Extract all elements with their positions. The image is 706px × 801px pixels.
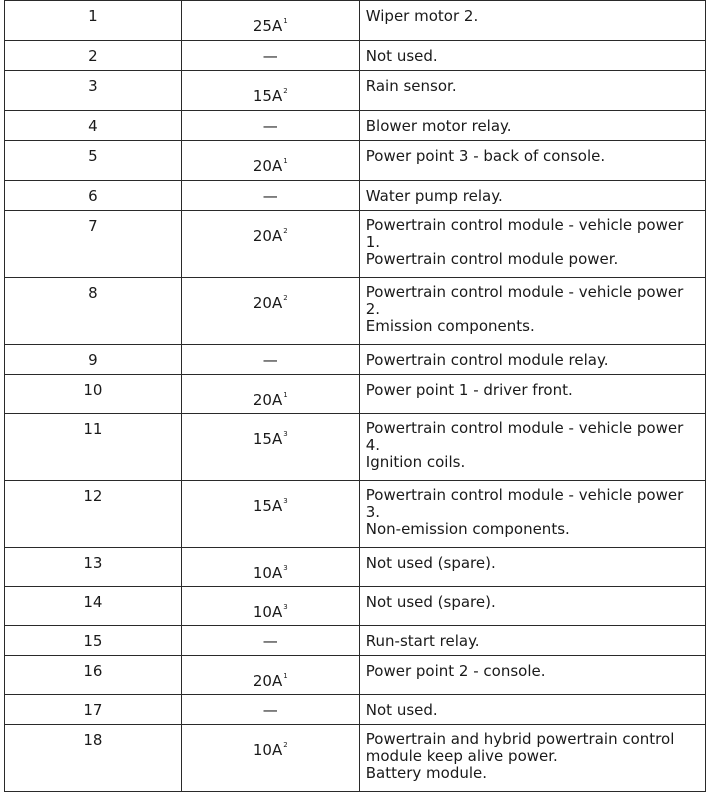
fuse-description: Not used (spare).	[365, 554, 496, 572]
fuse-description: Power point 2 - console.	[365, 662, 546, 680]
fuse-rating-value: 15A	[252, 430, 283, 448]
fuse-rating	[182, 345, 359, 369]
fuse-number: 7	[88, 217, 98, 235]
fuse-description-cell	[359, 41, 705, 71]
fuse-description-cell	[359, 278, 705, 345]
fuse-footnote-marker: 3	[283, 603, 288, 611]
fuse-rating-value: 10A	[252, 603, 283, 621]
fuse-rating	[182, 111, 359, 135]
fuse-rating-cell	[181, 656, 359, 695]
fuse-rating-value: 20A	[252, 672, 283, 690]
fuse-rating-value: 15A	[252, 497, 283, 515]
fuse-number: 4	[88, 117, 98, 135]
fuse-row	[5, 278, 706, 345]
fuse-number-cell	[5, 111, 182, 141]
fuse-description-cell	[359, 141, 705, 181]
fuse-footnote-marker: 2	[283, 741, 288, 749]
fuse-row	[5, 414, 706, 481]
fuse-description-cell	[359, 375, 705, 414]
fuse-rating	[182, 587, 359, 621]
fuse-rating	[182, 548, 359, 582]
fuse-row	[5, 548, 706, 587]
fuse-rating	[182, 278, 359, 312]
fuse-rating-value: 20A	[252, 294, 283, 312]
fuse-rating	[182, 481, 359, 515]
fuse-rating-value: 15A	[252, 87, 283, 105]
fuse-number-cell	[5, 181, 182, 211]
fuse-description: Power point 1 - driver front.	[365, 381, 573, 399]
fuse-rating-value: 20A	[252, 391, 283, 409]
fuse-description-cell	[359, 626, 705, 656]
fuse-number: 15	[83, 632, 103, 650]
fuse-row	[5, 181, 706, 211]
fuse-description-cell	[359, 414, 705, 481]
fuse-description: Blower motor relay.	[365, 117, 512, 135]
fuse-rating-cell	[181, 548, 359, 587]
fuse-description: Powertrain control module - vehicle power 1. Powertrain control module power.	[365, 216, 684, 268]
fuse-row	[5, 141, 706, 181]
fuse-description: Wiper motor 2.	[365, 7, 479, 25]
fuse-rating	[182, 41, 359, 65]
fuse-rating	[182, 71, 359, 105]
fuse-rating-value: 25A	[252, 17, 283, 35]
fuse-rating-cell	[181, 111, 359, 141]
fuse-row	[5, 695, 706, 725]
fuse-description: Rain sensor.	[365, 77, 457, 95]
fuse-description: Not used (spare).	[365, 593, 496, 611]
fuse-description: Powertrain control module relay.	[365, 351, 609, 369]
fuse-row	[5, 111, 706, 141]
fuse-description: Water pump relay.	[365, 187, 503, 205]
fuse-rating-cell	[181, 626, 359, 656]
fuse-rating-value: —	[262, 701, 278, 719]
fuse-number: 11	[83, 420, 103, 438]
fuse-description: Powertrain and hybrid powertrain control module keep alive power. Battery module.	[365, 730, 675, 782]
fuse-description: Powertrain control module - vehicle power 4. Ignition coils.	[365, 419, 684, 471]
fuse-description-cell	[359, 1, 705, 41]
fuse-rating-value: 20A	[252, 227, 283, 245]
fuse-description-cell	[359, 725, 705, 792]
fuse-number-cell	[5, 414, 182, 481]
fuse-number-cell	[5, 626, 182, 656]
fuse-rating-cell	[181, 1, 359, 41]
fuse-rating-cell	[181, 481, 359, 548]
fuse-rating-cell	[181, 414, 359, 481]
fuse-number: 14	[83, 593, 103, 611]
fuse-rating-value: —	[262, 187, 278, 205]
fuse-footnote-marker: 2	[283, 227, 288, 235]
fuse-description: Not used.	[365, 47, 438, 65]
fuse-number-cell	[5, 41, 182, 71]
fuse-description: Powertrain control module - vehicle power 2. Emission components.	[365, 283, 684, 335]
fuse-number: 13	[83, 554, 103, 572]
fuse-rating-cell	[181, 375, 359, 414]
fuse-footnote-marker: 1	[283, 17, 288, 25]
fuse-number: 8	[88, 284, 98, 302]
fuse-table	[4, 0, 706, 792]
fuse-rating	[182, 656, 359, 690]
fuse-number-cell	[5, 656, 182, 695]
fuse-row	[5, 481, 706, 548]
fuse-number: 3	[88, 77, 98, 95]
fuse-row	[5, 587, 706, 626]
fuse-number-cell	[5, 725, 182, 792]
fuse-number: 18	[83, 731, 103, 749]
fuse-number: 6	[88, 187, 98, 205]
fuse-description-cell	[359, 211, 705, 278]
fuse-description-cell	[359, 656, 705, 695]
fuse-number: 17	[83, 701, 103, 719]
fuse-row	[5, 345, 706, 375]
fuse-rating-cell	[181, 211, 359, 278]
fuse-rating-cell	[181, 278, 359, 345]
fuse-number: 9	[88, 351, 98, 369]
fuse-number-cell	[5, 587, 182, 626]
fuse-rating-cell	[181, 71, 359, 111]
fuse-row	[5, 1, 706, 41]
fuse-rating-value: —	[262, 47, 278, 65]
fuse-rating-value: —	[262, 351, 278, 369]
fuse-rating-value: 10A	[252, 741, 283, 759]
fuse-description: Not used.	[365, 701, 438, 719]
fuse-row	[5, 41, 706, 71]
fuse-description: Run-start relay.	[365, 632, 480, 650]
fuse-description: Powertrain control module - vehicle power 3. Non-emission components.	[365, 486, 684, 538]
fuse-row	[5, 656, 706, 695]
fuse-row	[5, 71, 706, 111]
fuse-rating	[182, 1, 359, 35]
fuse-row	[5, 626, 706, 656]
fuse-rating	[182, 141, 359, 175]
fuse-description-cell	[359, 481, 705, 548]
fuse-rating	[182, 695, 359, 719]
fuse-number: 12	[83, 487, 103, 505]
fuse-row	[5, 211, 706, 278]
fuse-number-cell	[5, 345, 182, 375]
fuse-rating	[182, 414, 359, 448]
fuse-rating-cell	[181, 345, 359, 375]
fuse-number-cell	[5, 141, 182, 181]
fuse-rating-cell	[181, 695, 359, 725]
fuse-description-cell	[359, 345, 705, 375]
fuse-footnote-marker: 2	[283, 87, 288, 95]
fuse-number: 5	[88, 147, 98, 165]
fuse-description-cell	[359, 587, 705, 626]
fuse-description-cell	[359, 695, 705, 725]
fuse-footnote-marker: 3	[283, 497, 288, 505]
fuse-description-cell	[359, 111, 705, 141]
fuse-description-cell	[359, 71, 705, 111]
fuse-number-cell	[5, 548, 182, 587]
fuse-rating	[182, 375, 359, 409]
fuse-rating-value: —	[262, 632, 278, 650]
fuse-rating-value: —	[262, 117, 278, 135]
fuse-rating-value: 10A	[252, 564, 283, 582]
fuse-rating	[182, 725, 359, 759]
fuse-rating-value: 20A	[252, 157, 283, 175]
fuse-number: 10	[83, 381, 103, 399]
fuse-rating	[182, 181, 359, 205]
fuse-table-body	[5, 1, 706, 792]
fuse-rating-cell	[181, 141, 359, 181]
fuse-row	[5, 725, 706, 792]
fuse-footnote-marker: 1	[283, 672, 288, 680]
fuse-rating-cell	[181, 181, 359, 211]
fuse-number: 16	[83, 662, 103, 680]
fuse-rating-cell	[181, 41, 359, 71]
fuse-number: 1	[88, 7, 98, 25]
fuse-number-cell	[5, 71, 182, 111]
fuse-rating-cell	[181, 725, 359, 792]
fuse-rating-cell	[181, 587, 359, 626]
fuse-number-cell	[5, 1, 182, 41]
fuse-number-cell	[5, 375, 182, 414]
fuse-description-cell	[359, 548, 705, 587]
fuse-row	[5, 375, 706, 414]
fuse-footnote-marker: 1	[283, 157, 288, 165]
fuse-description-cell	[359, 181, 705, 211]
fuse-number-cell	[5, 278, 182, 345]
fuse-rating	[182, 626, 359, 650]
fuse-number: 2	[88, 47, 98, 65]
fuse-number-cell	[5, 211, 182, 278]
fuse-description: Power point 3 - back of console.	[365, 147, 606, 165]
fuse-footnote-marker: 3	[283, 430, 288, 438]
fuse-footnote-marker: 1	[283, 391, 288, 399]
fuse-number-cell	[5, 695, 182, 725]
fuse-footnote-marker: 2	[283, 294, 288, 302]
fuse-footnote-marker: 3	[283, 564, 288, 572]
fuse-rating	[182, 211, 359, 245]
fuse-number-cell	[5, 481, 182, 548]
